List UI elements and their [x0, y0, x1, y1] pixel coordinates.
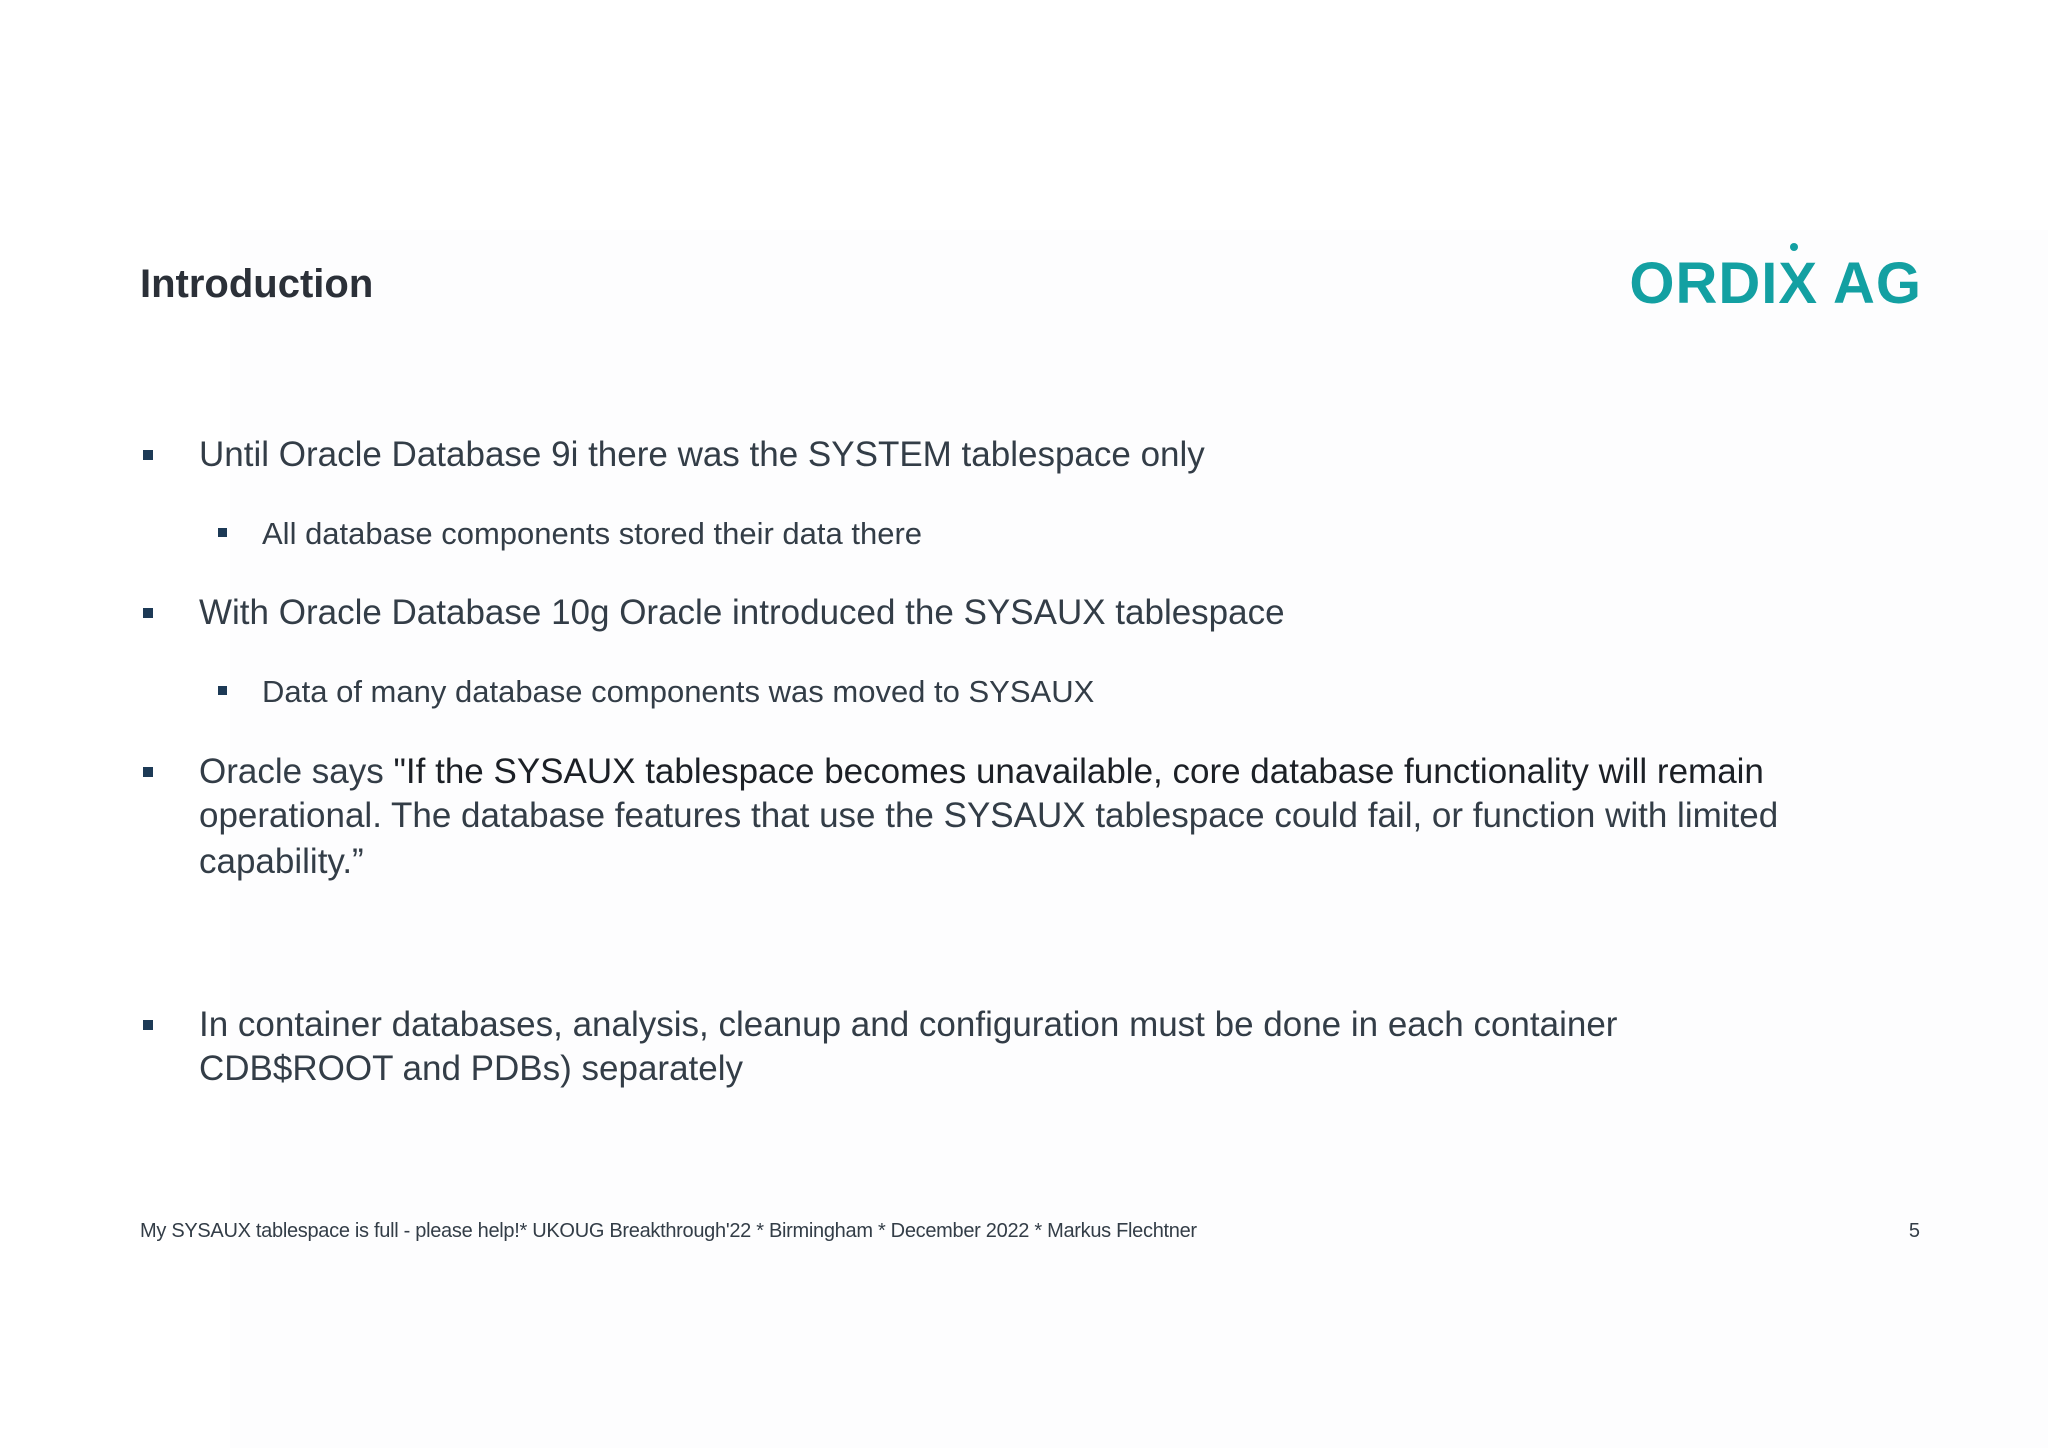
bullet-item-1 — [143, 433, 1205, 474]
bullet-text — [199, 750, 1764, 794]
bullet-item-4 — [143, 1003, 1618, 1044]
sub-bullet-item-2 — [218, 673, 1095, 709]
sub-bullet-text: Data of many database components was moved to SYSAUX — [262, 674, 1095, 709]
bullet-text: With Oracle Database 10g Oracle introduced the SYSAUX tablespace — [199, 593, 1285, 632]
logo-text: ORDIX AG — [1629, 251, 1922, 316]
bullet-square-icon — [143, 1020, 153, 1030]
footer-text: My SYSAUX tablespace is full - please help!* UKOUG Breakthrough'22 * Birmingham * December 2022 * Markus Flechtner — [140, 1220, 1197, 1242]
ordix-logo — [1629, 240, 1922, 320]
sub-bullet-text: All database components stored their data there — [262, 516, 923, 551]
bullet-square-icon — [143, 450, 153, 460]
sub-bullet-item-1 — [218, 515, 923, 551]
quote-line-2: operational. The database features that use the SYSAUX tablespace could fail, or function with limited — [199, 796, 1779, 835]
bullet-text-line-1: In container databases, analysis, cleanup and configuration must be done in each container — [199, 1005, 1618, 1044]
slide-title: Introduction — [140, 262, 374, 306]
bullet-text-line-2: CDB$ROOT and PDBs) separately — [199, 1049, 744, 1088]
bullet-text: Until Oracle Database 9i there was the SYSTEM tablespace only — [199, 435, 1205, 474]
page-number: 5 — [1908, 1220, 1920, 1242]
quote-line-3: capability.” — [199, 842, 364, 881]
bullet-square-icon — [143, 767, 153, 777]
quote-line-1: "If the SYSAUX tablespace becomes unavailable, core database functionality will remain — [393, 752, 1764, 791]
bullet-square-icon — [143, 608, 153, 618]
content-background — [230, 230, 2048, 1448]
bullet-item-3 — [143, 750, 1764, 791]
quote-prefix: Oracle says — [199, 752, 394, 791]
bullet-item-2 — [143, 591, 1285, 632]
bullet-square-icon — [218, 686, 227, 695]
bullet-square-icon — [218, 528, 227, 537]
